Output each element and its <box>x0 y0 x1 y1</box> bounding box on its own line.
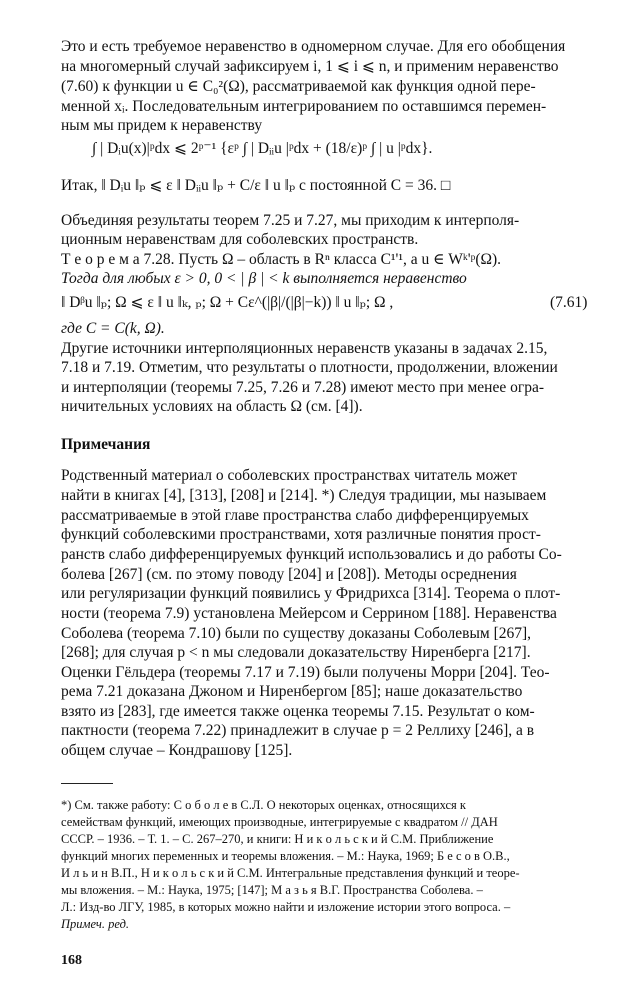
theorem-statement: где C = C(k, Ω). <box>61 320 165 337</box>
footnote-line: Примеч. ред. <box>61 917 130 931</box>
text-line: ничительных условиях на область Ω (см. [4]). <box>61 398 363 415</box>
notes-line: болева [267] (см. по этому поводу [204] и [208]). Методы осреднения <box>61 566 517 583</box>
notes-line: Оценки Гёльдера (теоремы 7.17 и 7.19) были получены Морри [204]. Тео- <box>61 664 550 681</box>
notes-line: общем случае – Кондрашову [125]. <box>61 742 293 759</box>
notes-line: найти в книгах [4], [313], [208] и [214]. *) Следуя традиции, мы называем <box>61 487 547 504</box>
notes-line: [268]; для случая p < n мы следовали доказательству Ниренберга [217]. <box>61 644 531 661</box>
text-line: 7.18 и 7.19. Отметим, что результаты о плотности, продолжении, вложении <box>61 359 558 376</box>
notes-line: рема 7.21 доказана Джоном и Ниренбергом [85]; наше доказательство <box>61 683 523 700</box>
text-line: Другие источники интерполяционных неравенств указаны в задачах 2.15, <box>61 340 548 357</box>
footnote-line: Л.: Изд-во ЛГУ, 1985, в которых можно найти и изложение истории этого вопроса. – <box>61 900 511 914</box>
footnote-line: функций многих переменных и теоремы вложения. – М.: Наука, 1969; Б е с о в О.В., <box>61 849 510 863</box>
formula-inequality: ∫ | Dᵢu(x)|ᵖdx ⩽ 2ᵖ⁻¹ {εᵖ ∫ | Dᵢᵢu |ᵖdx + (18/ε)ᵖ ∫ | u |ᵖdx}. <box>92 140 433 157</box>
footnote-line: И л ь и н В.П., Н и к о л ь с к и й С.М. Интегральные представления функций и теоре- <box>61 866 520 880</box>
notes-line: или регуляризации функций появились у Фридрихса [314]. Теорема о плот- <box>61 585 561 602</box>
text-line: (7.60) к функции u ∈ C₀²(Ω), рассматриваемой как функция одной пере- <box>61 78 536 95</box>
footnote-line: СССР. – 1936. – Т. 1. – С. 267–270, и книги: Н и к о л ь с к и й С.М. Приближение <box>61 832 494 846</box>
theorem-statement: Тогда для любых ε > 0, 0 < | β | < k выполняется неравенство <box>61 270 467 287</box>
text-line: Объединяя результаты теорем 7.25 и 7.27, мы приходим к интерполя- <box>61 212 520 229</box>
section-heading: Примечания <box>61 436 151 453</box>
text-line: ционным неравенствам для соболевских пространств. <box>61 231 419 248</box>
text-line: на многомерный случай зафиксируем i, 1 ⩽ i ⩽ n, и применим неравенство <box>61 58 559 75</box>
text-line: и интерполяции (теоремы 7.25, 7.26 и 7.28) имеют место при менее огра- <box>61 379 545 396</box>
equation-number: (7.61) <box>550 294 588 311</box>
theorem-statement: Т е о р е м а 7.28. Пусть Ω – область в Rⁿ класса C¹'¹, а u ∈ Wᵏ'ᵖ(Ω). <box>61 251 502 268</box>
text-line-itak: Итак, ‖ Dᵢu ‖ₚ ⩽ ε ‖ Dᵢᵢu ‖ₚ + C/ε ‖ u ‖ₚ с постоянной C = 36. □ <box>61 177 451 194</box>
text-line: менной xᵢ. Последовательным интегрированием по оставшимся перемен- <box>61 98 547 115</box>
notes-line: рассматриваемые в этой главе пространства слабо дифференцируемых <box>61 507 529 524</box>
notes-line: Соболева (теорема 7.10) были по существу доказаны Соболевым [267], <box>61 625 532 642</box>
notes-line: Родственный материал о соболевских пространствах читатель может <box>61 467 518 484</box>
notes-line: пактности (теорема 7.22) принадлежит в случае p = 2 Реллиху [246], а в <box>61 722 535 739</box>
notes-line: ранств слабо дифференцируемых функций использовались и до работы Со- <box>61 546 562 563</box>
footnote-line: мы вложения. – М.: Наука, 1975; [147]; М а з ь я В.Г. Пространства Соболева. – <box>61 883 483 897</box>
notes-line: ности (теорема 7.9) установлена Мейерсом и Серрином [188]. Неравенства <box>61 605 557 622</box>
text-line: Это и есть требуемое неравенство в одномерном случае. Для его обобщения <box>61 38 566 55</box>
text-line: ным мы придем к неравенству <box>61 117 263 134</box>
footnote-divider <box>61 783 113 784</box>
formula-761: ‖ Dᵝu ‖ₚ; Ω ⩽ ε ‖ u ‖ₖ, ₚ; Ω + Cε^(|β|/(|β|−k)) ‖ u ‖ₚ; Ω , <box>61 294 394 311</box>
notes-line: взято из [283], где имеется также оценка теоремы 7.15. Результат о ком- <box>61 703 535 720</box>
footnote-line: семействам функций, имеющих производные, интегрируемые с квадратом // ДАН <box>61 815 498 829</box>
footnote-line: *) См. также работу: С о б о л е в С.Л. О некоторых оценках, относящихся к <box>61 798 466 812</box>
page-number: 168 <box>61 953 82 968</box>
notes-line: функций соболевскими пространствами, хотя различные понятия прост- <box>61 526 541 543</box>
